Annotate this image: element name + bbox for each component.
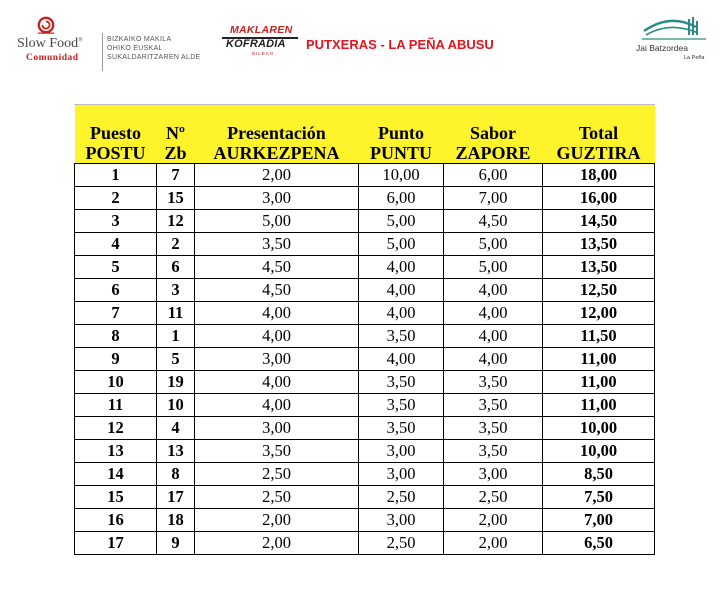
- cell-presentation: 4,50: [195, 256, 359, 279]
- cell-presentation: 3,00: [195, 417, 359, 440]
- cell-position: 12: [75, 417, 157, 440]
- cell-point: 3,50: [359, 417, 444, 440]
- cell-presentation: 2,00: [195, 532, 359, 555]
- cell-presentation: 3,50: [195, 233, 359, 256]
- cell-point: 4,00: [359, 302, 444, 325]
- cell-total: 10,00: [543, 417, 655, 440]
- cell-flavor: 4,00: [444, 302, 543, 325]
- snail-icon: [37, 16, 55, 34]
- table-row: [75, 302, 655, 325]
- cell-position: 11: [75, 394, 157, 417]
- cell-total: 13,50: [543, 256, 655, 279]
- cell-point: 3,50: [359, 371, 444, 394]
- cell-total: 7,00: [543, 509, 655, 532]
- cell-flavor: 3,50: [444, 417, 543, 440]
- table-row: [75, 440, 655, 463]
- cell-total: 11,00: [543, 348, 655, 371]
- cell-presentation: 4,50: [195, 279, 359, 302]
- slow-food-community: Comunidad: [26, 53, 79, 63]
- cell-presentation: 5,00: [195, 210, 359, 233]
- cell-presentation: 3,00: [195, 348, 359, 371]
- maklaren-text: MAKLAREN: [230, 24, 293, 36]
- cell-point: 3,00: [359, 463, 444, 486]
- cell-flavor: 4,00: [444, 348, 543, 371]
- table-row: [75, 394, 655, 417]
- cell-position: 17: [75, 532, 157, 555]
- cell-number: 10: [157, 394, 195, 417]
- table-row: [75, 532, 655, 555]
- col-header-point: Punto: [359, 123, 444, 143]
- cell-presentation: 2,00: [195, 164, 359, 187]
- col-header-number-eu: Zb: [157, 143, 195, 164]
- cell-number: 13: [157, 440, 195, 463]
- cell-position: 7: [75, 302, 157, 325]
- cell-position: 15: [75, 486, 157, 509]
- cell-position: 4: [75, 233, 157, 256]
- cell-flavor: 2,50: [444, 486, 543, 509]
- header-row-spanish: [75, 123, 655, 143]
- table-row: [75, 463, 655, 486]
- cell-presentation: 4,00: [195, 371, 359, 394]
- col-header-position-eu: POSTU: [75, 143, 157, 164]
- cell-number: 17: [157, 486, 195, 509]
- table-row: [75, 210, 655, 233]
- page-header: [0, 0, 725, 80]
- cell-point: 3,00: [359, 509, 444, 532]
- slow-food-logo: [8, 12, 201, 70]
- col-header-presentation: Presentación: [195, 123, 359, 143]
- header-spacer: [75, 105, 655, 123]
- cell-total: 18,00: [543, 164, 655, 187]
- cell-point: 3,50: [359, 325, 444, 348]
- cell-number: 6: [157, 256, 195, 279]
- cell-point: 2,50: [359, 486, 444, 509]
- cell-position: 6: [75, 279, 157, 302]
- cell-position: 1: [75, 164, 157, 187]
- cell-total: 16,00: [543, 187, 655, 210]
- cell-total: 12,00: [543, 302, 655, 325]
- cell-position: 9: [75, 348, 157, 371]
- table-row: [75, 187, 655, 210]
- cell-number: 4: [157, 417, 195, 440]
- cell-total: 6,50: [543, 532, 655, 555]
- cell-flavor: 4,50: [444, 210, 543, 233]
- cell-total: 10,00: [543, 440, 655, 463]
- col-header-total: Total: [543, 123, 655, 143]
- logo-divider: [102, 33, 103, 71]
- col-header-presentation-eu: AURKEZPENA: [195, 143, 359, 164]
- cell-point: 4,00: [359, 256, 444, 279]
- header-row-basque: [75, 143, 655, 164]
- cell-flavor: 3,50: [444, 440, 543, 463]
- cell-flavor: 5,00: [444, 233, 543, 256]
- cell-number: 2: [157, 233, 195, 256]
- cell-position: 5: [75, 256, 157, 279]
- cell-number: 15: [157, 187, 195, 210]
- cell-position: 10: [75, 371, 157, 394]
- cell-point: 4,00: [359, 279, 444, 302]
- table-row: [75, 233, 655, 256]
- cell-presentation: 2,50: [195, 486, 359, 509]
- cell-number: 3: [157, 279, 195, 302]
- cell-position: 16: [75, 509, 157, 532]
- cell-number: 18: [157, 509, 195, 532]
- cell-flavor: 2,00: [444, 532, 543, 555]
- cell-flavor: 6,00: [444, 164, 543, 187]
- table-row: [75, 486, 655, 509]
- cell-flavor: 3,50: [444, 371, 543, 394]
- cell-total: 14,50: [543, 210, 655, 233]
- cell-flavor: 2,00: [444, 509, 543, 532]
- cell-presentation: 4,00: [195, 394, 359, 417]
- cell-flavor: 4,00: [444, 279, 543, 302]
- table-row: [75, 279, 655, 302]
- cell-point: 2,50: [359, 532, 444, 555]
- cell-number: 7: [157, 164, 195, 187]
- cell-position: 2: [75, 187, 157, 210]
- cell-flavor: 3,00: [444, 463, 543, 486]
- cell-flavor: 5,00: [444, 256, 543, 279]
- bridge-icon: [640, 15, 710, 43]
- cell-presentation: 2,50: [195, 463, 359, 486]
- jai-batzordea-logo: [632, 15, 716, 67]
- cell-position: 3: [75, 210, 157, 233]
- col-header-position: Puesto: [75, 123, 157, 143]
- results-table-body: [75, 164, 655, 555]
- cell-number: 5: [157, 348, 195, 371]
- table-row: [75, 164, 655, 187]
- col-header-flavor: Sabor: [444, 123, 543, 143]
- cell-point: 10,00: [359, 164, 444, 187]
- kofradia-text: KOFRADIA: [226, 38, 286, 50]
- cell-position: 8: [75, 325, 157, 348]
- cell-number: 12: [157, 210, 195, 233]
- cell-position: 14: [75, 463, 157, 486]
- cell-presentation: 3,00: [195, 187, 359, 210]
- cell-total: 12,50: [543, 279, 655, 302]
- cell-number: 8: [157, 463, 195, 486]
- col-header-number: Nº: [157, 123, 195, 143]
- results-table-container: [74, 104, 655, 555]
- cell-total: 8,50: [543, 463, 655, 486]
- cell-number: 11: [157, 302, 195, 325]
- cell-flavor: 7,00: [444, 187, 543, 210]
- cell-number: 1: [157, 325, 195, 348]
- slow-food-brand: Slow Food®: [17, 36, 83, 51]
- cell-total: 11,00: [543, 371, 655, 394]
- slow-food-tagline: BIZKAIKO MAKILA OHIKO EUSKAL SUKALDARITZAREN ALDE: [107, 36, 201, 61]
- maklaren-kofradia-logo: [222, 24, 298, 56]
- page-title: PUTXERAS - LA PEÑA ABUSU: [306, 37, 494, 52]
- col-header-total-eu: GUZTIRA: [543, 143, 655, 164]
- cell-point: 3,00: [359, 440, 444, 463]
- la-pena-text: La Peña: [684, 55, 705, 61]
- table-row: [75, 371, 655, 394]
- cell-point: 5,00: [359, 233, 444, 256]
- cell-presentation: 4,00: [195, 302, 359, 325]
- col-header-point-eu: PUNTU: [359, 143, 444, 164]
- cell-presentation: 4,00: [195, 325, 359, 348]
- jai-batzordea-text: Jai Batzordea: [636, 43, 688, 53]
- cell-point: 5,00: [359, 210, 444, 233]
- cell-total: 11,00: [543, 394, 655, 417]
- table-row: [75, 256, 655, 279]
- cell-number: 19: [157, 371, 195, 394]
- table-row: [75, 509, 655, 532]
- bilbao-text: BILBAO: [252, 51, 275, 56]
- cell-point: 6,00: [359, 187, 444, 210]
- cell-total: 13,50: [543, 233, 655, 256]
- cell-presentation: 3,50: [195, 440, 359, 463]
- cell-flavor: 4,00: [444, 325, 543, 348]
- cell-position: 13: [75, 440, 157, 463]
- table-row: [75, 348, 655, 371]
- col-header-flavor-eu: ZAPORE: [444, 143, 543, 164]
- cell-point: 4,00: [359, 348, 444, 371]
- table-row: [75, 325, 655, 348]
- results-table: [74, 105, 655, 555]
- cell-number: 9: [157, 532, 195, 555]
- cell-point: 3,50: [359, 394, 444, 417]
- cell-total: 7,50: [543, 486, 655, 509]
- cell-presentation: 2,00: [195, 509, 359, 532]
- cell-total: 11,50: [543, 325, 655, 348]
- cell-flavor: 3,50: [444, 394, 543, 417]
- table-row: [75, 417, 655, 440]
